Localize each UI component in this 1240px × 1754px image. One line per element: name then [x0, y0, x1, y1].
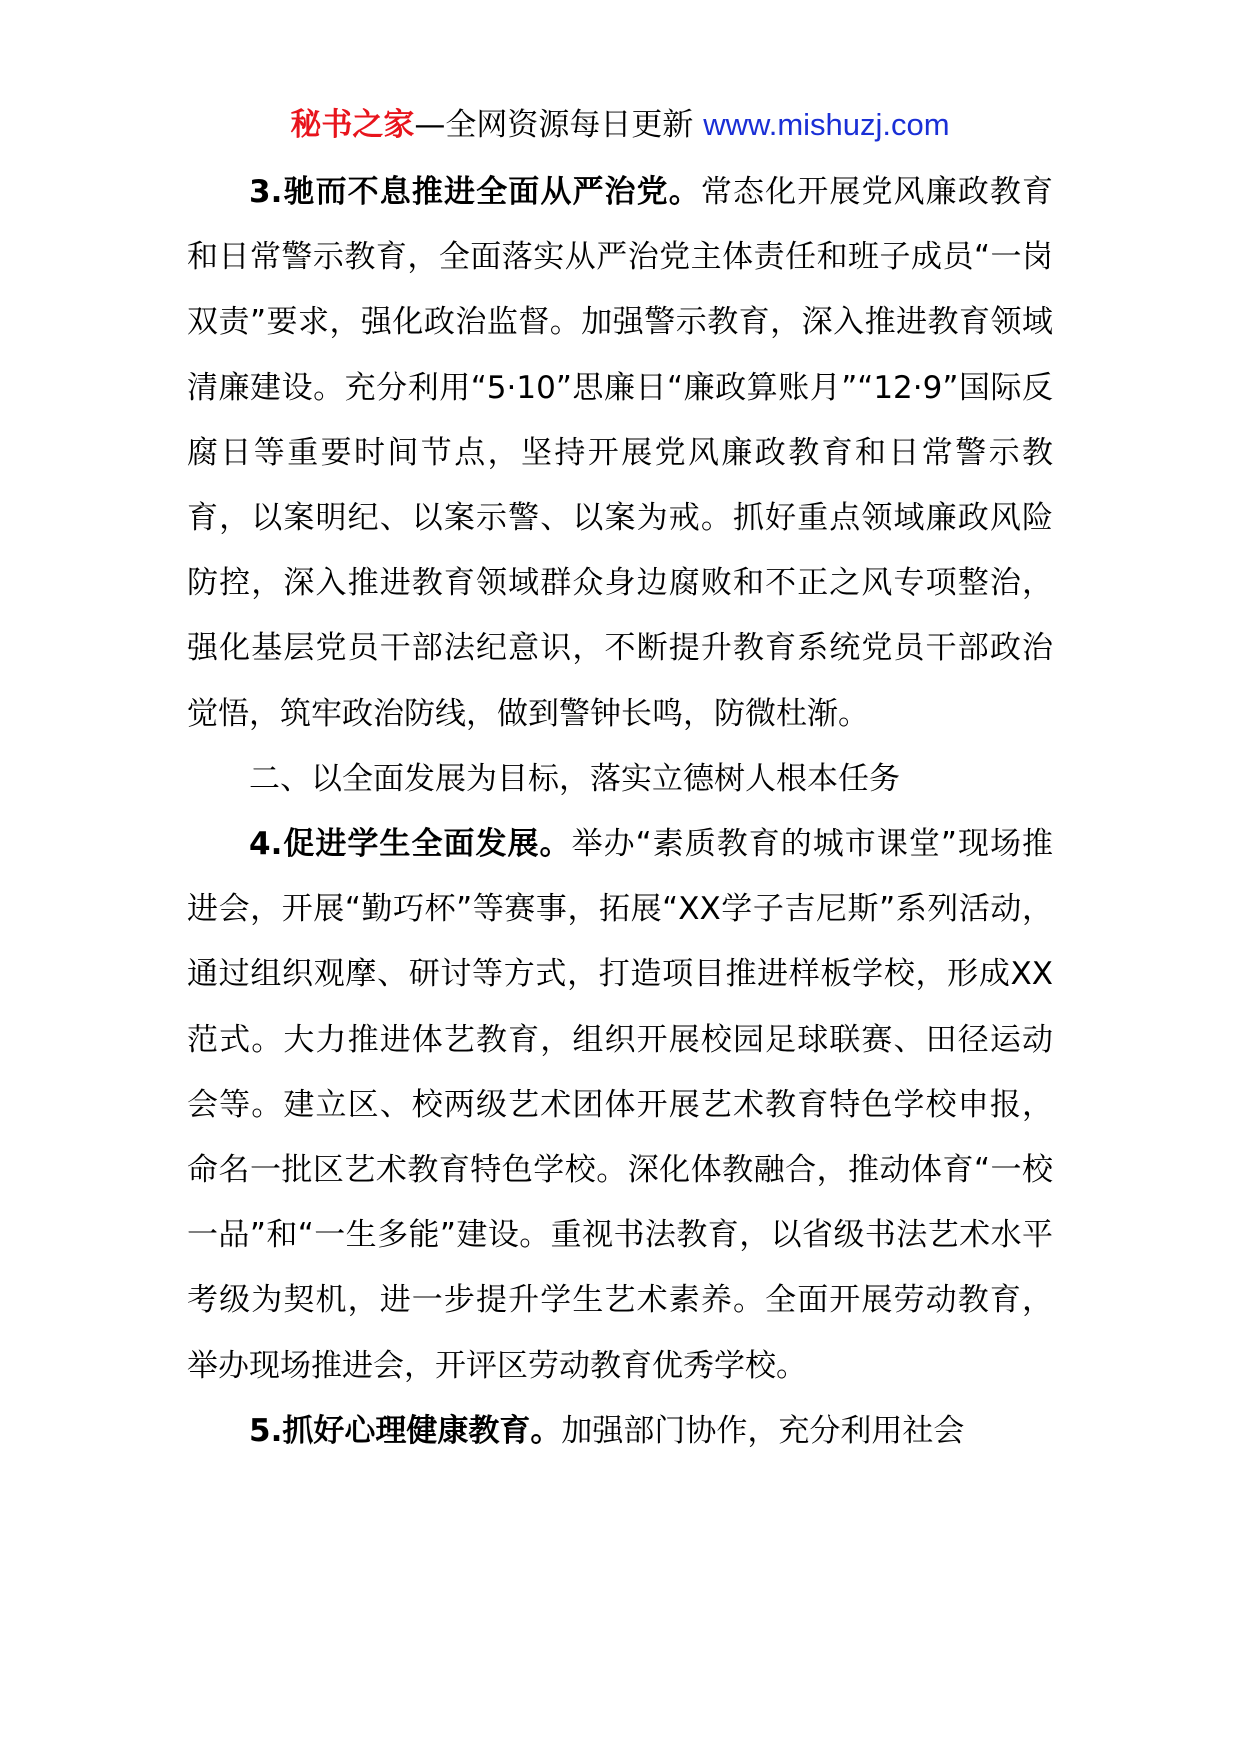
paragraph-3-text: 常态化开展党风廉政教育和日常警示教育，全面落实从严治党主体责任和班子成员“一岗双责”要求，强化政治监督。加强警示教育，深入推进教育领域清廉建设。充分利用“5·10”思廉日“廉政算账月”“12·9”国际反腐日等重要时间节点，坚持开展党风廉政教育和日常警示教育，以案明纪、以案示警、以案为戒。抓好重点领域廉政风险防控，深入推进教育领域群众身边腐败和不正之风专项整治，强化基层党员干部法纪意识，不断提升教育系统党员干部政治觉悟，筑牢政治防线，做到警钟长鸣，防微杜渐。	[187, 174, 1053, 732]
section-heading-2: 二、以全面发展为目标，落实立德树人根本任务	[249, 760, 900, 797]
paragraph-3	[187, 160, 1053, 747]
paragraph-3-lead: 3.驰而不息推进全面从严治党。	[249, 174, 701, 210]
page-header	[0, 100, 1240, 150]
paragraph-5-lead: 5.抓好心理健康教育。	[249, 1412, 562, 1449]
paragraph-5-text: 加强部门协作，充分利用社会	[561, 1412, 965, 1449]
document-body	[187, 160, 1053, 1464]
header-slogan: —全网资源每日更新	[414, 107, 704, 143]
paragraph-4-text: 举办“素质教育的城市课堂”现场推进会，开展“勤巧杯”等赛事，拓展“XX学子吉尼斯”系列活动，通过组织观摩、研讨等方式，打造项目推进样板学校，形成XX范式。大力推进体艺教育，组织开展校园足球联赛、田径运动会等。建立区、校两级艺术团体开展艺术教育特色学校申报，命名一批区艺术教育特色学校。深化体教融合，推动体育“一校一品”和“一生多能”建设。重视书法教育，以省级书法艺术水平考级为契机，进一步提升学生艺术素养。全面开展劳动教育，举办现场推进会，开评区劳动教育优秀学校。	[187, 826, 1053, 1384]
paragraph-4	[187, 812, 1053, 1399]
paragraph-4-lead: 4.促进学生全面发展。	[249, 826, 572, 863]
header-brand: 秘书之家	[290, 107, 415, 143]
paragraph-5	[187, 1399, 1053, 1464]
header-url-link[interactable]: www.mishuzj.com	[703, 107, 950, 142]
